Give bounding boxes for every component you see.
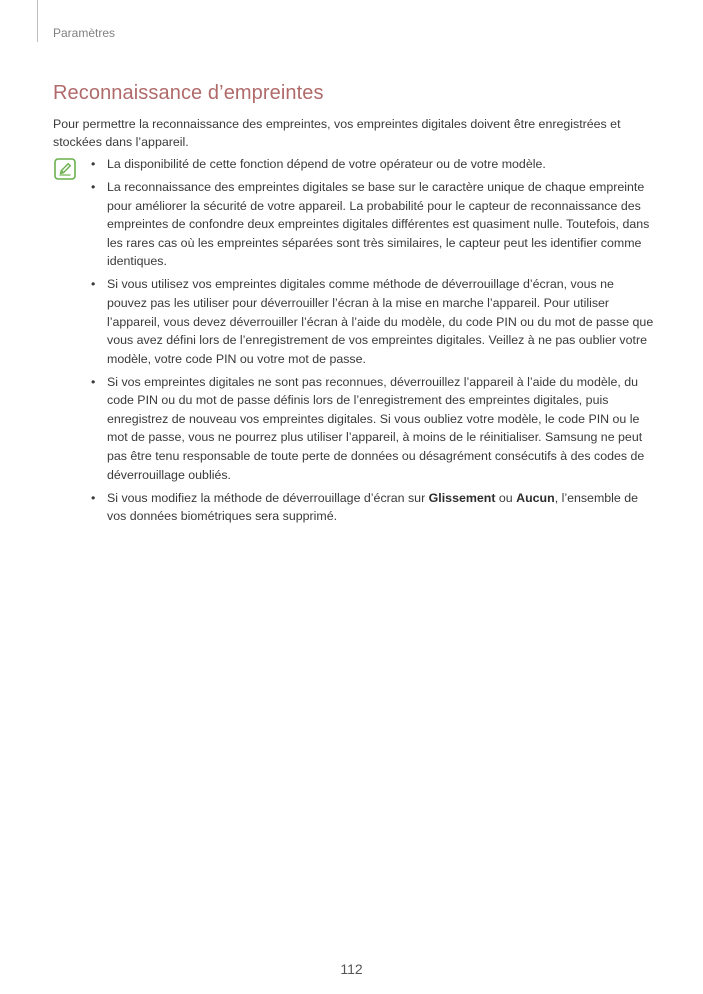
note-item: • La disponibilité de cette fonction dépend de votre opérateur ou de votre modèle.	[107, 155, 655, 174]
pencil-note-icon	[54, 158, 76, 180]
note-text: , l’ensemble de vos données biométriques sera supprimé.	[107, 490, 639, 524]
option-aucun: Aucun	[516, 490, 555, 505]
intro-paragraph: Pour permettre la reconnaissance des empreintes, vos empreintes digitales doivent être enregistrées et stockées dans l’appareil.	[53, 117, 621, 150]
note-text: ou	[495, 490, 517, 505]
option-glissement: Glissement	[428, 490, 496, 505]
section-header: Paramètres	[53, 26, 116, 40]
note-text: Si vous modifiez la méthode de déverrouillage d’écran sur	[107, 490, 429, 505]
page-number: 112	[340, 961, 363, 977]
note-list	[107, 155, 655, 530]
note-item: • Si vos empreintes digitales ne sont pas reconnues, déverrouillez l’appareil à l’aide du modèle, du code PIN ou du mot de passe définis lors de l’enregistrement des empreintes digitales, puis enregistrez de nouveau vos empreintes digitales. Si vous oubliez votre modèle, le code PIN ou le mot de passe, vous ne pourrez plus utiliser l’appareil, à moins de le réinitialiser. Samsung ne peut pas être tenu responsable de toute perte de données ou désagrément consécutifs à des codes de déverrouillage oubliés.	[107, 373, 655, 485]
page-title: Reconnaissance d’empreintes	[53, 82, 324, 104]
note-item: • La reconnaissance des empreintes digitales se base sur le caractère unique de chaque empreinte pour améliorer la sécurité de votre appareil. La probabilité pour le capteur de reconnaissance des empreintes de confondre deux empreintes digitales différentes est quasiment nulle. Toutefois, dans les rares cas où les empreintes séparées sont très similaires, le capteur peut les identifier comme identiques.	[107, 178, 655, 271]
header-divider	[37, 0, 38, 42]
note-item	[107, 489, 655, 526]
note-item: • Si vous utilisez vos empreintes digitales comme méthode de déverrouillage d’écran, vous ne pouvez pas les utiliser pour déverrouiller l’écran à la mise en marche l’appareil. Pour utiliser l’appareil, vous devez déverrouiller l’écran à l’aide du modèle, du code PIN ou du mot de passe que vous avez défini lors de l’enregistrement de vos empreintes digitales. Veillez à ne pas oublier votre modèle, votre code PIN ou votre mot de passe.	[107, 275, 655, 368]
